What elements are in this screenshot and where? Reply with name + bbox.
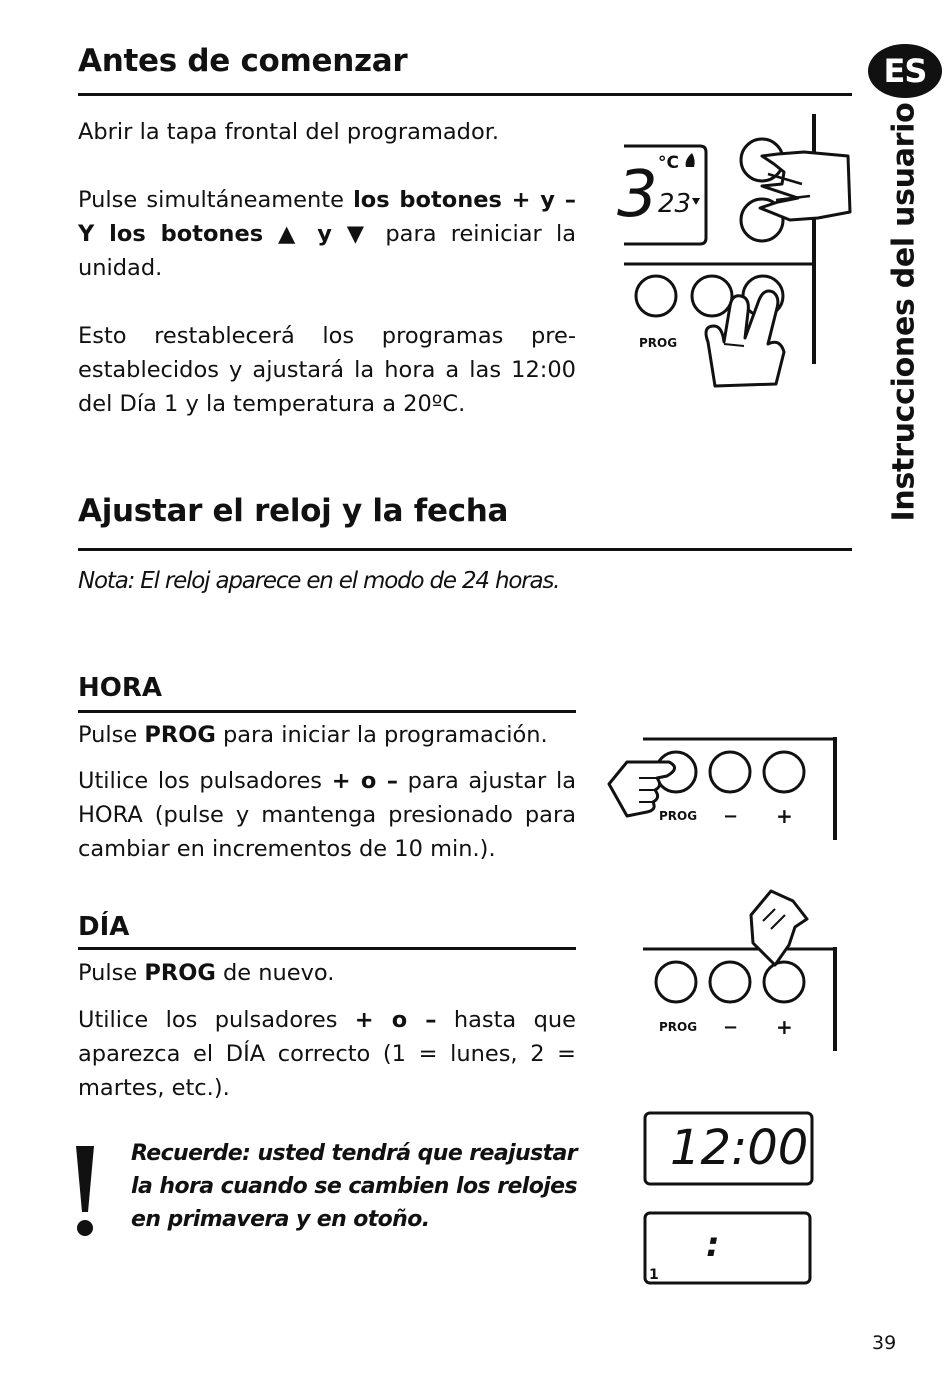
clock-display-value: 12:00	[670, 1120, 809, 1176]
subsection-divider	[78, 947, 576, 950]
page-number: 39	[872, 1332, 897, 1354]
hora-minus-label: −	[723, 806, 739, 827]
paragraph-dia-adjust: Utilice los pulsadores + o – hasta que aparezca el DÍA correcto (1 = lunes, 2 = martes, etc.).	[78, 1007, 576, 1101]
reset-display-unit: °C	[658, 153, 679, 173]
subsection-title-dia: DÍA	[78, 912, 130, 942]
day-display-day: 1	[649, 1267, 659, 1283]
reset-display-digit: 3	[617, 158, 658, 232]
subsection-divider	[78, 710, 576, 713]
minus-button-icon	[710, 962, 750, 1002]
prog-button-icon	[656, 962, 696, 1002]
minus-button-icon	[692, 276, 732, 316]
exclamation-icon	[70, 1140, 100, 1240]
paragraph-reset-buttons: Pulse simultáneamente los botones + y – Y los botones ▲ y ▼ para reiniciar la unidad.	[78, 187, 576, 281]
day-display-illustration	[642, 1210, 816, 1288]
plus-button-icon	[764, 752, 804, 792]
hora-plus-label: +	[776, 804, 793, 828]
dia-plus-label: +	[776, 1015, 793, 1039]
note-24h: Nota: El reloj aparece en el modo de 24 horas.	[78, 568, 560, 594]
hora-prog-label: PROG	[659, 809, 698, 823]
flame-icon	[686, 153, 695, 167]
side-section-title: Instrucciones del usuario	[886, 102, 922, 522]
paragraph-dia-prog: Pulse PROG de nuevo.	[78, 960, 335, 986]
paragraph-reset-effect: Esto restablecerá los programas pre-establecidos y ajustará la hora a las 12:00 del Día 1 y la temperatura a 20ºC.	[78, 323, 576, 417]
day-display-colon: :	[706, 1225, 720, 1265]
section-divider	[78, 93, 852, 96]
minus-button-icon	[710, 752, 750, 792]
paragraph-hora-adjust: Utilice los pulsadores + o – para ajustar la HORA (pulse y mantenga presionado para cambiar en incrementos de 10 min.).	[78, 768, 576, 862]
reset-buttons-illustration	[612, 112, 862, 397]
section-title-antes: Antes de comenzar	[78, 43, 408, 79]
subsection-title-hora: HORA	[78, 673, 163, 703]
language-badge: ES	[868, 44, 942, 98]
reminder-text: Recuerde: usted tendrá que reajustar la hora cuando se cambien los relojes en primavera y en otoño.	[131, 1141, 577, 1232]
paragraph-hora-prog: Pulse PROG para iniciar la programación.	[78, 722, 548, 748]
section-title-reloj: Ajustar el reloj y la fecha	[78, 493, 509, 529]
hora-buttons-illustration	[605, 732, 845, 844]
pointing-hand-icon	[760, 152, 850, 220]
plus-button-icon	[764, 962, 804, 1002]
section-divider	[78, 548, 852, 551]
reset-display-temp: 23	[658, 189, 692, 219]
clock-display-illustration	[642, 1110, 818, 1190]
down-arrow-icon	[692, 198, 700, 205]
dia-prog-label: PROG	[659, 1020, 698, 1034]
dia-minus-label: −	[723, 1017, 739, 1038]
dia-buttons-illustration	[625, 885, 850, 1057]
pointing-hand-icon	[751, 891, 807, 965]
paragraph-open-cover: Abrir la tapa frontal del programador.	[78, 119, 500, 145]
prog-button-icon	[636, 276, 676, 316]
reset-prog-label: PROG	[639, 336, 678, 350]
